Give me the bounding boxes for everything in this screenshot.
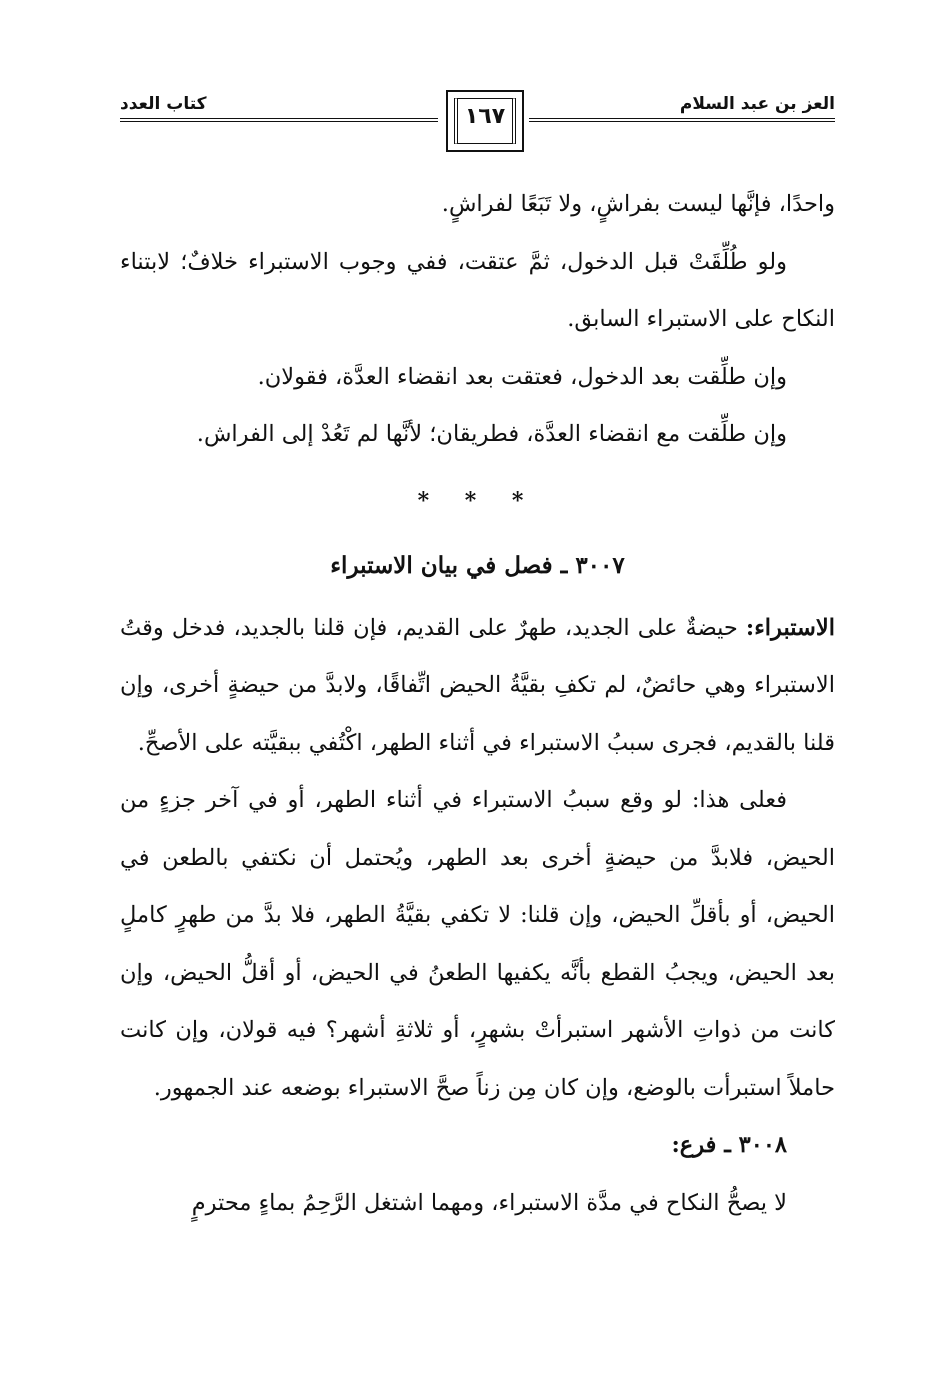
paragraph-1: واحدًا، فإنَّها ليست بفراشٍ، ولا تَبَعًا لفراشٍ.: [441, 191, 835, 217]
page-number-frame: [446, 90, 524, 152]
section-heading: ٣٠٠٧ ـ فصل في بيان الاستبراء: [330, 551, 625, 579]
paragraph-2: ولو طُلِّقَتْ قبل الدخول، ثمَّ عتقت، ففي وجوب الاستبراء خلافٌ؛ لابتناء النكاح على الاستبراء السابق.: [120, 248, 835, 332]
paragraph-6: فعلى هذا: لو وقع سببُ الاستبراء في أثناء الطهر، أو في آخر جزءٍ من الحيض، فلابدَّ من حيضةٍ أخرى بعد الطهر، ويُحتمل أن نكتفي بالطعن في الحيض، أو بأقلِّ الحيض، وإن قلنا: لا تكفي بقيَّةُ الطهر، فلا بدَّ من طهرٍ كاملٍ بعد الحيض، ويجبُ القطع بأنَّه يكفيها الطعنُ في الحيض، أو أقلُّ الحيض، وإن كانت من ذواتِ الأشهر استبرأتْ بشهرٍ، أو ثلاثةِ أشهر؟ فيه قولان، وإن كانت حاملاً استبرأت بالوضع، وإن كان مِن زناً صحَّ الاستبراء بوضعه عند الجمهور.: [120, 787, 835, 1101]
page-body: [120, 176, 835, 1232]
header-rule-left: [120, 118, 438, 122]
paragraph-5-text: حيضةٌ على الجديد، طهرٌ على القديم، فإن قلنا بالجديد، فدخل وقتُ الاستبراء وهي حائضٌ، لم تكفِ بقيَّةُ الحيض اتِّفاقًا، ولابدَّ من حيضةٍ أخرى، وإن قلنا بالقديم، فجرى سببُ الاستبراء في أثناء الطهر، اكْتُفي ببقيَّته على الأصحِّ.: [120, 614, 835, 756]
paragraph-3: وإن طلِّقت بعد الدخول، فعتقت بعد انقضاء العدَّة، فقولان.: [257, 363, 787, 390]
paragraph-7: لا يصحُّ النكاح في مدَّة الاستبراء، ومهما اشتغل الرَّحِمُ بماءٍ محترمٍ: [191, 1189, 787, 1216]
chapter-title: كتاب العدد: [120, 94, 207, 114]
paragraph-5: [120, 600, 835, 773]
page-header: [120, 88, 835, 160]
term-lead: الاستبراء:: [745, 614, 835, 641]
subsection-heading: ٣٠٠٨ ـ فرع:: [671, 1132, 787, 1158]
page-number: ١٦٧: [464, 104, 506, 129]
section-separator: * * *: [417, 487, 538, 514]
paragraph-4: وإن طلِّقت مع انقضاء العدَّة، فطريقان؛ لأنَّها لم تَعُدْ إلى الفراش.: [196, 421, 787, 447]
header-rule-right: [529, 118, 835, 122]
author-title: العز بن عبد السلام: [679, 94, 835, 114]
